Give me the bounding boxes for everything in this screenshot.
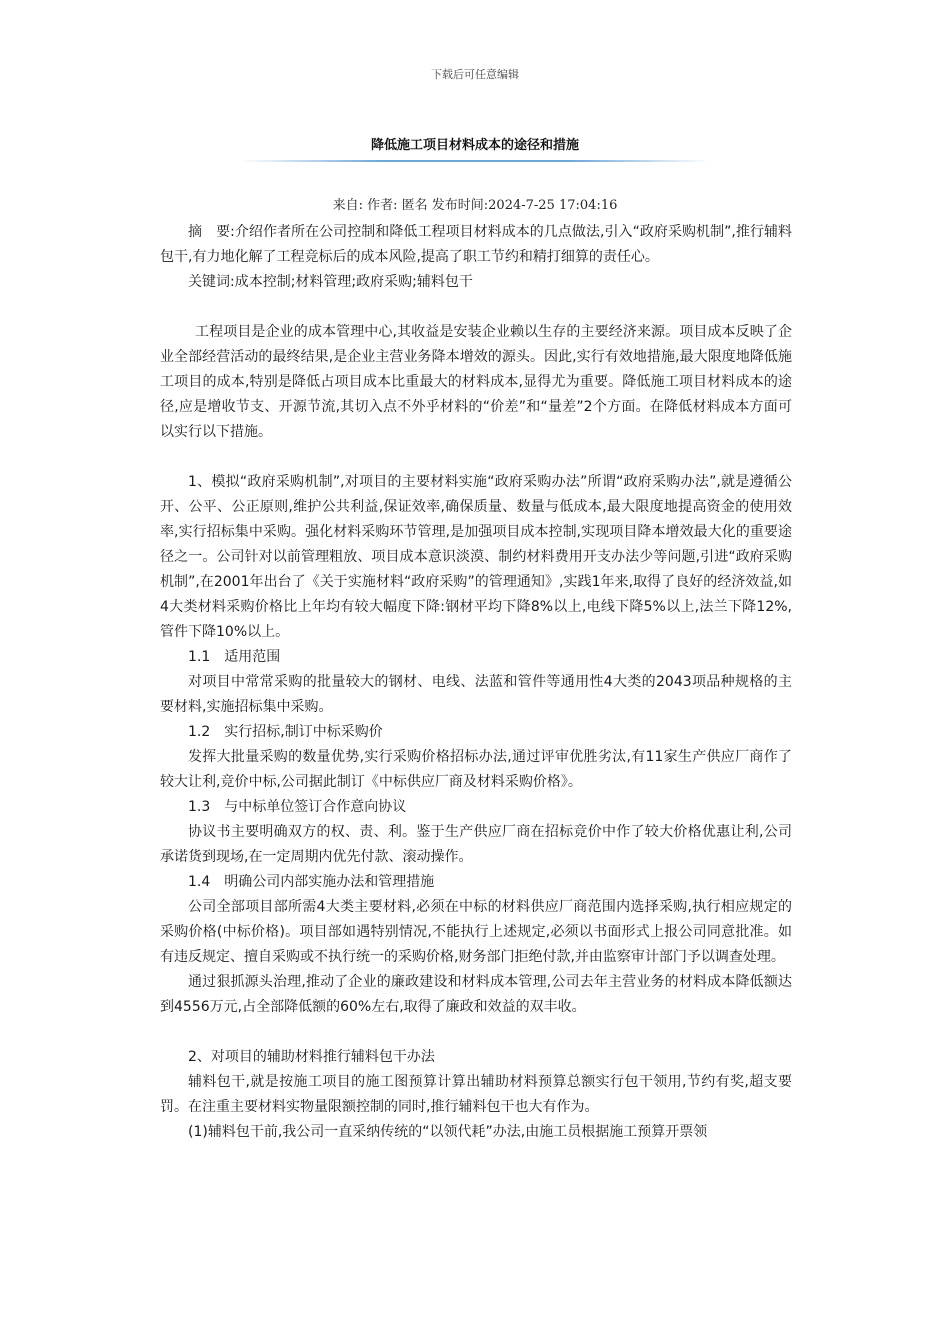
section-1-2-paragraph: 发挥大批量采购的数量优势,实行采购价格招标办法,通过评审优胜劣汰,有11家生产供应厂商作了较大让利,竞价中标,公司据此制订《中标供应厂商及材料采购价格》。: [160, 749, 792, 790]
section-1-4-heading: 1.4 明确公司内部实施办法和管理措施: [188, 874, 435, 890]
abstract: 摘 要:介绍作者所在公司控制和降低工程项目材料成本的几点做法,引入“政府采购机制”,推行辅料包干,有力地化解了工程竞标后的成本风险,提高了职工节约和精打细算的责任心。: [160, 224, 792, 265]
section-1-1-heading: 1.1 适用范围: [188, 649, 281, 665]
section-2-heading: 2、对项目的辅助材料推行辅料包干办法: [188, 1049, 435, 1065]
section-1-2-heading: 1.2 实行招标,制订中标采购价: [188, 724, 383, 740]
spacer: [160, 1020, 792, 1045]
spacer: [160, 445, 792, 470]
article-meta: 来自: 作者: 匿名 发布时间:2024-7-25 17:04:16: [332, 198, 618, 213]
section-1-3-heading: 1.3 与中标单位签订合作意向协议: [188, 799, 407, 815]
header-note: 下载后可任意编辑: [431, 68, 519, 81]
section-2-paragraph-2: (1)辅料包干前,我公司一直采纳传统的“以领代耗”办法,由施工员根据施工预算开票领: [188, 1124, 708, 1140]
section-1-3-paragraph: 协议书主要明确双方的权、责、利。鉴于生产供应厂商在招标竞价中作了较大价格优惠让利,公司承诺货到现场,在一定周期内优先付款、滚动操作。: [160, 824, 792, 865]
section-2-paragraph-1: 辅料包干,就是按施工项目的施工图预算计算出辅助材料预算总额实行包干领用,节约有奖,超支要罚。在注重主要材料实物量限额控制的同时,推行辅料包干也大有作为。: [160, 1074, 792, 1115]
article-title: 降低施工项目材料成本的途径和措施: [370, 138, 579, 153]
section-1-summary-paragraph: 通过狠抓源头治理,推动了企业的廉政建设和材料成本管理,公司去年主营业务的材料成本降低额达到4556万元,占全部降低额的60%左右,取得了廉政和效益的双丰收。: [160, 974, 792, 1015]
section-1-4-paragraph: 公司全部项目部所需4大类主要材料,必须在中标的材料供应厂商范围内选择采购,执行相应规定的采购价格(中标价格)。项目部如遇特别情况,不能执行上述规定,必须以书面形式上报公司同意批准。如有违反规定、擅自采购或不执行统一的采购价格,财务部门拒绝付款,并由监察审计部门予以调查处理。: [160, 899, 792, 965]
article-body: [160, 220, 792, 1145]
spacer: [160, 295, 792, 320]
section-1-1-paragraph: 对项目中常常采购的批量较大的钢材、电线、法蓝和管件等通用性4大类的2043项品种规格的主要材料,实施招标集中采购。: [160, 674, 792, 715]
intro-paragraph: 工程项目是企业的成本管理中心,其收益是安装企业赖以生存的主要经济来源。项目成本反映了企业全部经营活动的最终结果,是企业主营业务降本增效的源头。因此,实行有效地措施,最大限度地降低施工项目的成本,特别是降低占项目成本比重最大的材料成本,显得尤为重要。降低施工项目材料成本的途径,应是增收节支、开源节流,其切入点不外乎材料的“价差”和“量差”2个方面。在降低材料成本方面可以实行以下措施。: [160, 324, 792, 440]
keywords: 关键词:成本控制;材料管理;政府采购;辅料包干: [188, 274, 473, 290]
section-1-paragraph: 1、模拟“政府采购机制”,对项目的主要材料实施“政府采购办法”所谓“政府采购办法”,就是遵循公开、公平、公正原则,维护公共利益,保证效率,确保质量、数量与低成本,最大限度地提高资金的使用效率,实行招标集中采购。强化材料采购环节管理,是加强项目成本控制,实现项目降本增效最大化的重要途径之一。公司针对以前管理粗放、项目成本意识淡漠、制约材料费用开支办法少等问题,引进“政府采购机制”,在2001年出台了《关于实施材料“政府采购”的管理通知》,实践1年来,取得了良好的经济效益,如4大类材料采购价格比上年均有较大幅度下降:钢材平均下降8%以上,电线下降5%以上,法兰下降12%,管件下降10%以上。: [160, 474, 792, 640]
title-divider: [240, 160, 710, 162]
